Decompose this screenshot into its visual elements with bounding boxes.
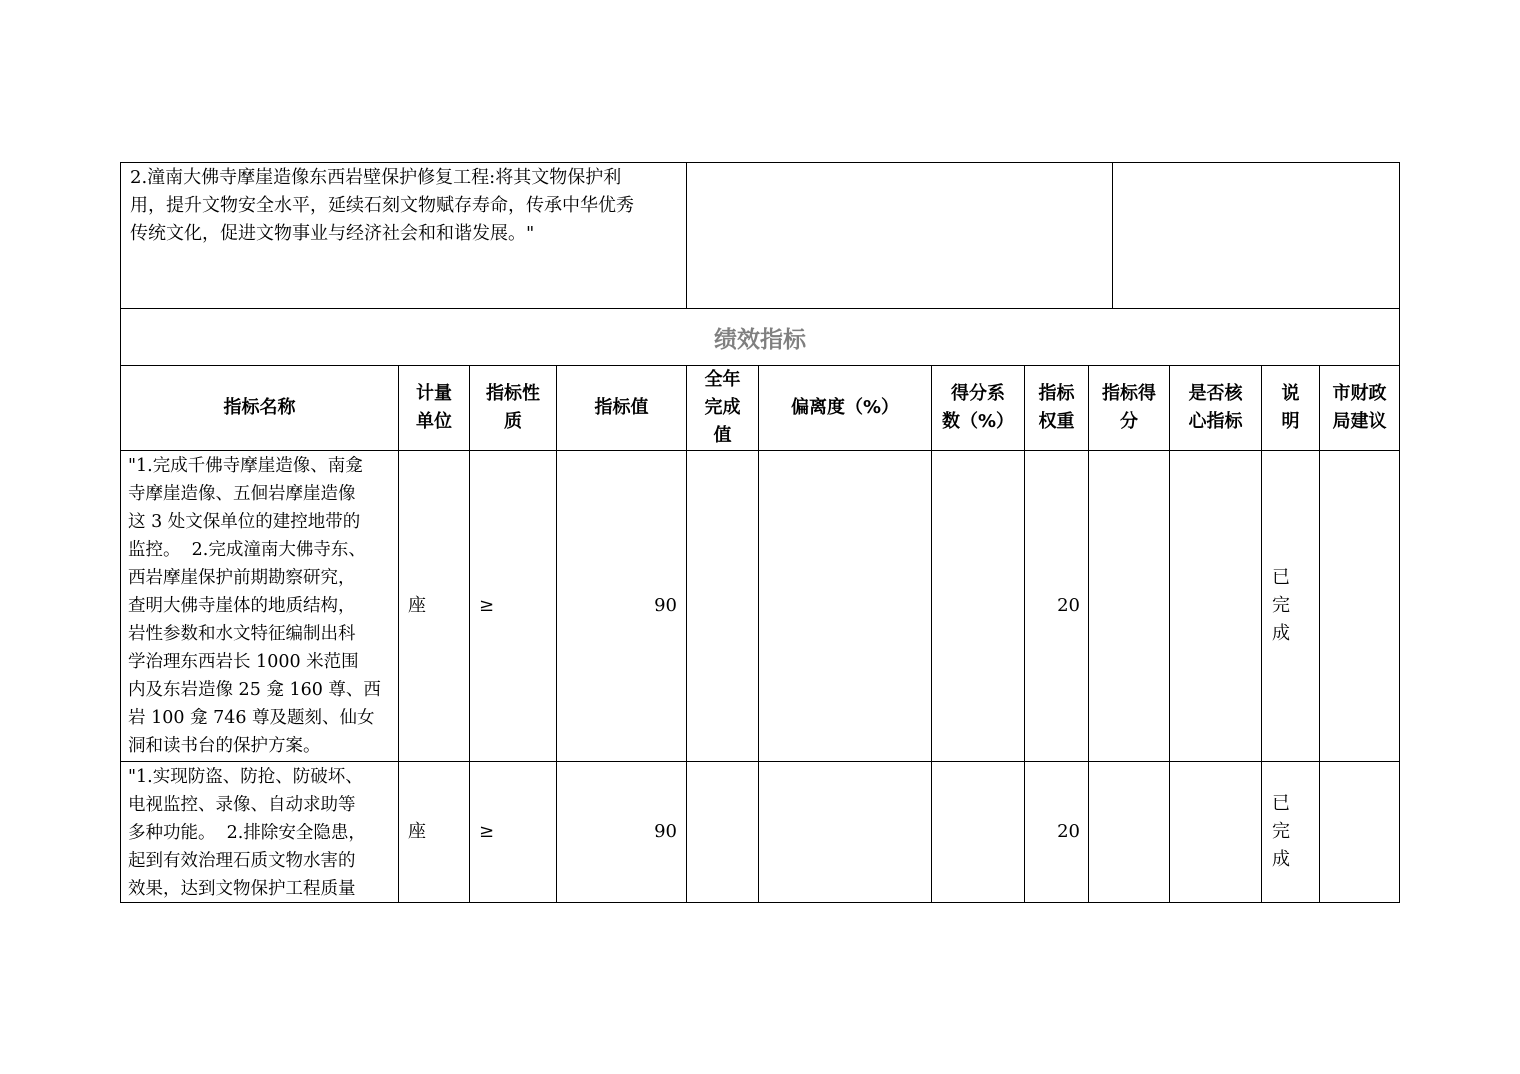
row-nature: ≥ [479,821,495,842]
row-nature: ≥ [479,595,495,616]
row-name-line: 效果，达到文物保护工程质量 [128,879,356,899]
top-block-line: 2.潼南大佛寺摩崖造像东西岩壁保护修复工程:将其文物保护利 [130,167,622,188]
grid-line [120,450,1400,451]
header-advice: 局建议 [1332,411,1387,432]
row-name-line: 查明大佛寺崖体的地质结构， [128,596,356,616]
header-advice: 市财政 [1332,383,1387,404]
row-note-line: 成 [1272,623,1290,644]
row-value: 90 [654,821,677,842]
header-annual: 值 [713,425,732,446]
grid-line [398,365,399,903]
header-unit: 计量 [416,383,452,404]
row-name-line: "1.完成千佛寺摩崖造像、南龛 [128,456,363,476]
row-name-line: "1.实现防盗、防抢、防破坏、 [128,767,363,787]
row-unit: 座 [408,821,426,842]
row-name-line: 西岩摩崖保护前期勘察研究， [128,568,356,588]
row-note-line: 已 [1272,793,1290,814]
grid-line [120,761,1400,762]
header-nature: 质 [504,411,522,432]
header-weight: 指标 [1038,383,1075,404]
row-name-line: 寺摩崖造像、五佪岩摩崖造像 [128,484,356,504]
top-block-line: 传统文化，促进文物事业与经济社会和和谐发展。" [130,223,535,244]
header-unit: 单位 [416,411,452,432]
row-name-line: 内及东岩造像 25 龛 160 尊、西 [128,680,381,700]
row-note-line: 完 [1272,595,1290,616]
header-coef: 得分系 [951,383,1005,404]
grid-line [686,162,687,309]
grid-line [1112,162,1113,309]
grid-line [1261,365,1262,903]
header-annual: 全年 [704,369,741,390]
section-title: 绩效指标 [714,327,806,353]
grid-line [120,162,121,903]
grid-line [1319,365,1320,903]
grid-line [758,365,759,903]
row-name-line: 电视监控、录像、自动求助等 [128,795,356,815]
header-note: 明 [1281,411,1300,432]
row-value: 90 [654,595,677,616]
header-score: 指标得 [1102,383,1156,404]
row-name-line: 多种功能。 2.排除安全隐患， [128,823,366,843]
row-weight: 20 [1057,595,1080,616]
grid-line [1088,365,1089,903]
grid-line [120,162,1400,163]
header-value: 指标值 [594,397,649,418]
header-annual: 完成 [704,397,741,418]
grid-line [120,308,1400,309]
row-name-line: 学治理东西岩长 1000 米范围 [128,652,359,672]
row-note-line: 成 [1272,849,1290,870]
row-name-line: 这 3 处文保单位的建控地带的 [128,512,361,532]
row-note-line: 已 [1272,567,1290,588]
grid-line [1169,365,1170,903]
row-name-line: 洞和读书台的保护方案。 [128,736,321,756]
top-block-line: 用，提升文物安全水平，延续石刻文物赋存寿命，传承中华优秀 [130,195,634,216]
header-core: 心指标 [1188,411,1243,432]
grid-line [469,365,470,903]
header-weight: 权重 [1038,411,1075,432]
grid-line [931,365,932,903]
header-note: 说 [1281,383,1300,404]
row-note-line: 完 [1272,821,1290,842]
header-coef: 数（%） [941,411,1015,432]
row-name-line: 监控。 2.完成潼南大佛寺东、 [128,540,366,560]
header-deviation: 偏离度（%） [790,397,900,418]
header-nature: 指标性 [486,383,540,404]
row-weight: 20 [1057,821,1080,842]
header-score: 分 [1120,411,1138,432]
header-core: 是否核 [1188,383,1243,404]
header-name: 指标名称 [223,397,296,418]
row-name-line: 起到有效治理石质文物水害的 [128,851,356,871]
grid-line [1399,162,1400,903]
row-name-line: 岩 100 龛 746 尊及题刻、仙女 [128,708,375,728]
grid-line [120,365,1400,366]
row-name-line: 岩性参数和水文特征编制出科 [128,624,356,644]
row-unit: 座 [408,595,426,616]
